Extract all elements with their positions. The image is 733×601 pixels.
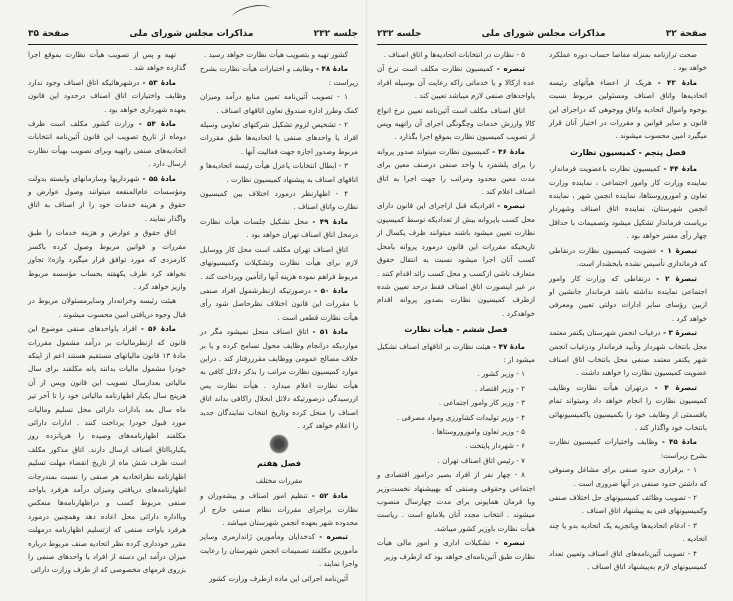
article-text: کدخدایان ومأمورین ژاندارمری وسایر مأمورین مکلفند تصمیمات انجمن شهرستان را رعایت واجرا نمایند .	[200, 532, 358, 569]
paragraph: تهیه و پس از تصویب هیأت نظارت بموقع اجرا گذارده خواهد شد .	[28, 50, 186, 73]
text-columns	[377, 48, 707, 601]
text-columns	[28, 48, 358, 601]
section-heading: فصل پنجم - کمیسیون نظارت	[569, 147, 686, 157]
article-paragraph	[28, 76, 186, 116]
article-label: مادهٔ ۴۸ -	[315, 64, 348, 74]
article-text: درشهرهائیکه اتاق اصناف وجود ندارد وظایف واختیارات اتاق اصناف درحدود این قانون بعهده شهرداری خواهد بود .	[28, 77, 186, 114]
paragraph: آئین‌نامه اجرائی این ماده ازطرف وزارت کشور	[209, 573, 348, 583]
article-paragraph	[200, 62, 358, 89]
article-paragraph	[200, 215, 358, 242]
article-label: تبصرهٔ ۲ -	[656, 273, 697, 283]
article-label: مادهٔ ۵۵ -	[142, 173, 176, 183]
article-paragraph	[377, 62, 535, 102]
article-text: افرادیکه قبل ازاجرای این قانون دارای محل کسب یاپروانه بیش از تعدادیکه توسط کمیسیون نظارت تعیین میشود باشند میتوانند ظرف یکسال از تاریخیکه مقررات این قانون درمورد پروانه یامحل کسب آنان اجرا میشود نسبت به انتقال حقوق متعارف ناشی ازکسب و محل کسب زائد اقدام کنند . در غیر اینصورت اتاق اصناف فقط درحد تعیین شده ازطرف کمیسیون نظارت بصدور پروانه اقدام خواهدکرد .	[377, 201, 535, 318]
list-item: ۱ - تصویب آئین‌نامه تعیین منابع درآمد ومیزان کمک وطرز اداره صندوق تعاون اتاقهای اصناف .	[200, 92, 358, 115]
article-text: وظایف واختیارات کمیسیون نظارت بشرح زیراست:	[549, 437, 707, 460]
article-paragraph	[200, 325, 358, 432]
article-paragraph	[549, 435, 707, 462]
article-text: کمیسیون نظارت باعضویت فرماندار، نماینده وزارت کار وامور اجتماعی ، نماینده وزارت تعاون و اموروروستاها، نماینده انجمن شهر ، نماینده انجمن شهرستان، نماینده اتاق اصناف وشهردار بریاست فرماندار تشکیل میشود وتصمیمات با حداقل چهار رأی معتبر خواهد بود .	[549, 164, 707, 241]
section-heading: فصل هفتم	[257, 459, 301, 469]
article-label: مادهٔ ۴۹ -	[312, 216, 348, 226]
article-paragraph	[377, 145, 535, 199]
article-label: مادهٔ ۴۳ -	[657, 77, 697, 87]
article-text: کمیسیون نظارت مکلف است نرخ آن عده ازکالا و یا خدماتی راکه رعایت آن بوسیله افراد یاواحدهای صنفی لازم میباشد تعیین کند .	[377, 64, 535, 101]
article-text: محل تشکیل جلسات هیأت نظارت درمحل اتاق اصناف تهران خواهد بود .	[200, 216, 358, 240]
article-paragraph	[549, 326, 707, 380]
article-label: مادهٔ ۵۱ -	[312, 327, 348, 337]
paragraph: هیئت رئیسه وخزانه‌دار وسایرمسئولان مربوط در قبال وجوه دریافتی امین محسوب میشوند .	[28, 296, 186, 319]
article-label: تبصره -	[495, 538, 525, 548]
article-text: شهرداریها وسازمانهای وابسته بدولت ومؤسسات عام‌المنفعه میتوانند وصول عوارض و حقوق و هزینه خدمات خود را از اصناف به اتاق واگذار نمایند .	[28, 173, 186, 223]
list-item: ۴ - اظهارنظر درمورد اختلاف بین کمیسیون نظارت واتاق اصناف .	[200, 189, 358, 212]
page-number: صفحة ۳۵	[28, 29, 70, 39]
page-title: مذاکرات مجلس شورای ملی	[481, 29, 606, 39]
article-paragraph	[549, 244, 707, 271]
article-label: تبصرهٔ ۳ -	[662, 328, 697, 338]
column-right	[200, 48, 358, 601]
stamp-seal	[269, 434, 289, 454]
article-paragraph	[28, 322, 186, 577]
article-paragraph	[28, 172, 186, 226]
article-text: تنظیم امور اصناف و پیشه‌وران و نظارت براجرای مقررات نظام صنفی خارج از محدوده شهر بعهده انجمن شهرستان میباشد .	[200, 491, 358, 527]
article-paragraph	[200, 489, 358, 529]
list-item: ۸ - چهار نفر از افراد بصیر درامور اقتصادی و اجتماعی وحقوقی وصنفی که بهپیشنهاد نخست‌وزیر وبا فرمان همایونی برای مدت چهارسال منصوب میشوند . انتخاب مجدد آنان بلامانع است . ریاست هیأت نظارت باوزیر کشور میباشد.	[377, 470, 535, 533]
article-label: مادهٔ ۵۳ -	[142, 77, 176, 87]
article-paragraph	[200, 284, 358, 324]
article-label: تبصرهٔ ۴ -	[654, 382, 697, 392]
section-subheading: مقررات مختلف	[255, 475, 303, 485]
handwritten-mark	[231, 2, 273, 25]
article-text: وزارت کشور مکلف است ظرف دوماه از تاریخ تصویب این قانون آئین‌نامه انتخابات اتحادیه‌های صنفی راتهیه وبرای تصویب بهیأت نظارت ارسال دارد .	[28, 119, 186, 169]
list-item: ۲ - تصویب وظائف کمیسیونهای حل اختلاف صنفی وکمیسیونهای فنی به پیشنهاد اتاق اصناف .	[549, 493, 707, 516]
list-item: ۲ - تشخیص لزوم تشکیل شرکتهای تعاونی وسیله افراد یا واحدهای صنفی یا اتحادیه‌ها طبق مقررات مربوط وصدور اجازه جهت فعالیت آنها .	[200, 120, 358, 156]
column-left	[28, 48, 186, 601]
article-label: مادهٔ ۵۲ -	[311, 491, 348, 501]
article-paragraph	[549, 76, 707, 143]
article-text: درغیاب انجمن شهرستان یکنفر معتمد محل بانتخاب شهردار وتأیید فرماندار ودرغیاب انجمن شهر یکنفر معتمد صنفی محل بانتخاب اتاق اصناف عضویت کمیسیون نظارت را خواهند داشت .	[549, 328, 707, 378]
session-label: جلسه ۲۳۲	[313, 29, 358, 39]
section-heading: فصل ششم - هیأت نظارت	[404, 325, 508, 335]
list-item: ۳ - ابطال انتخابات یاعزل هیأت رئیسه اتحادیه‌ها و اتاقهای اصناف به پیشنهاد کمیسیون نظارت .	[200, 161, 358, 184]
paragraph: ۵ - نظارت در انتخابات اتحادیه‌ها و اتاق اصناف .	[383, 50, 525, 59]
column-right	[549, 48, 707, 601]
article-paragraph	[377, 340, 535, 367]
paragraph: صحت ترازنامه بمنزله مفاصا حساب دوره عملکرد خواهد بود .	[549, 50, 707, 73]
article-label: تبصره -	[319, 532, 348, 542]
article-paragraph	[549, 381, 707, 435]
article-label: تبصره -	[496, 64, 525, 74]
list-item: ۷ - رئیس اتاق اصناف تهران .	[437, 455, 525, 465]
article-text: عضویت کمیسیون نظارت درنقاطی که فرمانداری تأسیس نشده بابخشدار است.	[549, 245, 707, 269]
page-number: صفحة ۳۲	[665, 29, 707, 39]
page-header	[28, 27, 358, 45]
article-text: درنقاطی که وزارت کار وامور اجتماعی نماینده نداشته باشد فرماندار جانشین او ازبین رؤسای سایر ادارات دولتی تعیین ومعرفی خواهد کرد .	[549, 273, 707, 323]
right-page	[367, 0, 733, 601]
article-paragraph	[28, 117, 186, 171]
paragraph: اتاق اصناف مکلف است آئین‌نامه تعیین نرخ انواع کالا وارزش خدمات وچگونگی اجرای آن راتهیه وپس از تصویب کمیسیون نظارت بموقع اجرا بگذارد .	[377, 105, 535, 142]
paragraph: کشور تهیه و بتصویب هیأت نظارت خواهد رسید .	[204, 50, 348, 59]
article-label: تبصره -	[497, 201, 525, 211]
article-label: تبصرهٔ ۱ -	[660, 245, 697, 255]
list-item: ۲ - وزیر اقتصاد .	[474, 383, 525, 393]
article-text: افراد یاواحدهای صنفی موضوع این قانون که ازنظرمالیات بر درآمد مشمول مقررات مادهٔ ۱۳ قانون مالیاتهای مستقیم هستند اعم از اینکه خودرا مشمول مالیات بدانند یانه مکلفند برای سال مالیاتی بعدازسال تصویب این قانون وپس از آن هرپنج سال یکبار اظهارنامه مالیاتی خود را تا آخر تیر ماه سال بعد بادارات دارائی محل تسلیم ومالیات مورد قبول خودرا پرداخت کنند . ادارات دارائی مکلفند اظهارنامه‌های وصیده را هرپانزده روز یکباربااتاق اصناف ارسال دارند. اتاق مذکور مکلف است ظرف شش ماه از تاریخ انقضاء مهلت تسلیم اظهارنامه نظراتحادیه هر صنفی را نسبت بمندرجات اظهارنامه‌های دریافتی ومیزان درآمد هرفرد یاواحد صنفی مربوط کسب و دراظهارنامه‌ها منعکس وبااداره دارائی محل اعاده دهد وهمچنین درمورد هرفرد یاواحد صنفی که ازتسلیم اظهارنامه درمهلت مقرر خودداری کرده نظر اتحادیه صنف مربوط درباره میزان درآمد این دسته از افراد یا واحدهای صنفی را بزروی فرمهای مخصوصی که از طرف وزارت دارائی	[28, 324, 186, 575]
list-item: ۳ - ادغام اتحادیه‌ها ویاتجزیه یک اتحادیه بدو یا چند اتحادیه .	[549, 520, 707, 544]
column-left	[377, 48, 535, 601]
list-item: ۶ - شهردار پایتخت .	[465, 441, 525, 451]
article-label: مادهٔ ۵۰ -	[314, 285, 348, 295]
article-paragraph	[377, 199, 535, 320]
list-item: ۱ - برقراری حدود صنفی برای مشاغل وصنوفی که داشتن حدود صنفی در آنها ضروری است .	[549, 465, 707, 488]
article-label: مادهٔ ۵۴ -	[138, 119, 176, 129]
page-title: مذاکرات مجلس شورای ملی	[129, 29, 254, 39]
article-paragraph	[549, 162, 707, 242]
left-page	[0, 0, 366, 601]
article-text: درصورتیکه ازنظرشمول افراد صنفی با مقررات این قانون اختلاف نظرحاصل شود رأی هیأت نظارت قطعی است .	[200, 285, 358, 322]
paragraph: اتاق اصناف تهران مکلف است محل کار ووسایل لازم برای هیأت نظارت وتشکیلات وکمیسیونهای مربوط فراهم نموده هزینه آنها راتأمین وپرداخت کند .	[200, 244, 358, 281]
article-label: مادهٔ ۴۴ -	[663, 164, 697, 174]
article-text: کمیسیون نظارت میتواند صدور پروانه را برای پلشفرد یا واحد صنفی درصنف معین برای مدت معین محدود ومراتب را جهت اجرا به اتاق اصناف اعلام کند .	[377, 146, 535, 197]
article-paragraph	[377, 536, 535, 563]
article-paragraph	[200, 530, 358, 570]
article-label: مادهٔ ۵۶ -	[140, 324, 176, 334]
session-label: جلسه ۲۳۲	[377, 29, 422, 39]
list-item: ۴ - وزیر تولیدات کشاورزی ومواد مصرفی .	[396, 412, 525, 422]
article-text: درتهران هیأت نظارت وظایف کمیسیون نظارت را انجام خواهد داد ومیتواند تمام یاقسمتی از وظایف خود را بکمیسیون یاکمیسیونهائی بانتخاب خود واگذار کند .	[549, 382, 707, 432]
list-item: ۴ - تصویب آئین‌نامه‌های اتاق اصناف وتعیین تعداد کمیسیونهای لازم به‌پیشنهاد اتاق اصناف .	[549, 548, 707, 572]
article-text: هیئت نظارت بر اتاقهای اصناف تشکیل میشود از :	[377, 341, 535, 364]
article-paragraph	[549, 272, 707, 326]
list-item: ۵ - وزیر تعاون واموروروستاها .	[432, 426, 525, 436]
article-label: مادهٔ ۴۶ -	[492, 146, 525, 156]
list-item: ۳ - وزیر کار وامور اجتماعی .	[438, 398, 525, 408]
article-text: تشکیلات اداری و امور مالی هیأت نظارت طبق آئین‌نامه‌ای خواهد بود که ازطرف وزیر	[377, 538, 535, 561]
article-label: مادهٔ ۴۷ -	[493, 341, 525, 351]
list-item: ۱ - وزیر کشور .	[477, 369, 525, 379]
article-label: مادهٔ ۴۵ -	[661, 437, 697, 447]
paragraph: اتاق حقوق و عوارض و هزینه خدمات را طبق مقررات و قوانین مربوط وصول کرده باکسر کارمزدی که مورد توافق قرار میگیرد وازه٪ تجاوز نخواهد کرد ظرف یکهفته بحساب مؤسسه مربوط واریز خواهد کرد .	[28, 228, 186, 291]
page-header	[377, 27, 707, 45]
article-text: وظایف و اختیارات هیأت نظارت بشرح زیراست :	[200, 64, 358, 87]
article-text: اتاق اصناف منحل نمیشود مگر در مواردیکه درانجام وظایف محول تسامح کرده و یا بر خلاف مصالح عمومی ووظایف مقرررفتار کند . دراین موارد کمیسیون نظارت مراتب را بذکر دلائل کافی به هیأت نظارت اعلام میدارد . هیأت نظارت پس ازرسیدگی درصورتیکه دلائل انحلال راکافی بداند اتاق اصناف را منحل کرده وتاریخ انتخاب نمایندگان جدید را اعلام خواهد کرد .	[200, 327, 358, 430]
article-text: هریک از اعضاء هیأتهای رئیسه اتحادیه‌ها واتاق اصناف ومسئولین مربوط نسبت بوجوه واموال اتحادیه واتاق ووجوهی که دراجرای این قانون و سایر قوانین و مقررات در اختیار آنان قرار میگیرد امین محسوب میشوند .	[549, 77, 707, 141]
